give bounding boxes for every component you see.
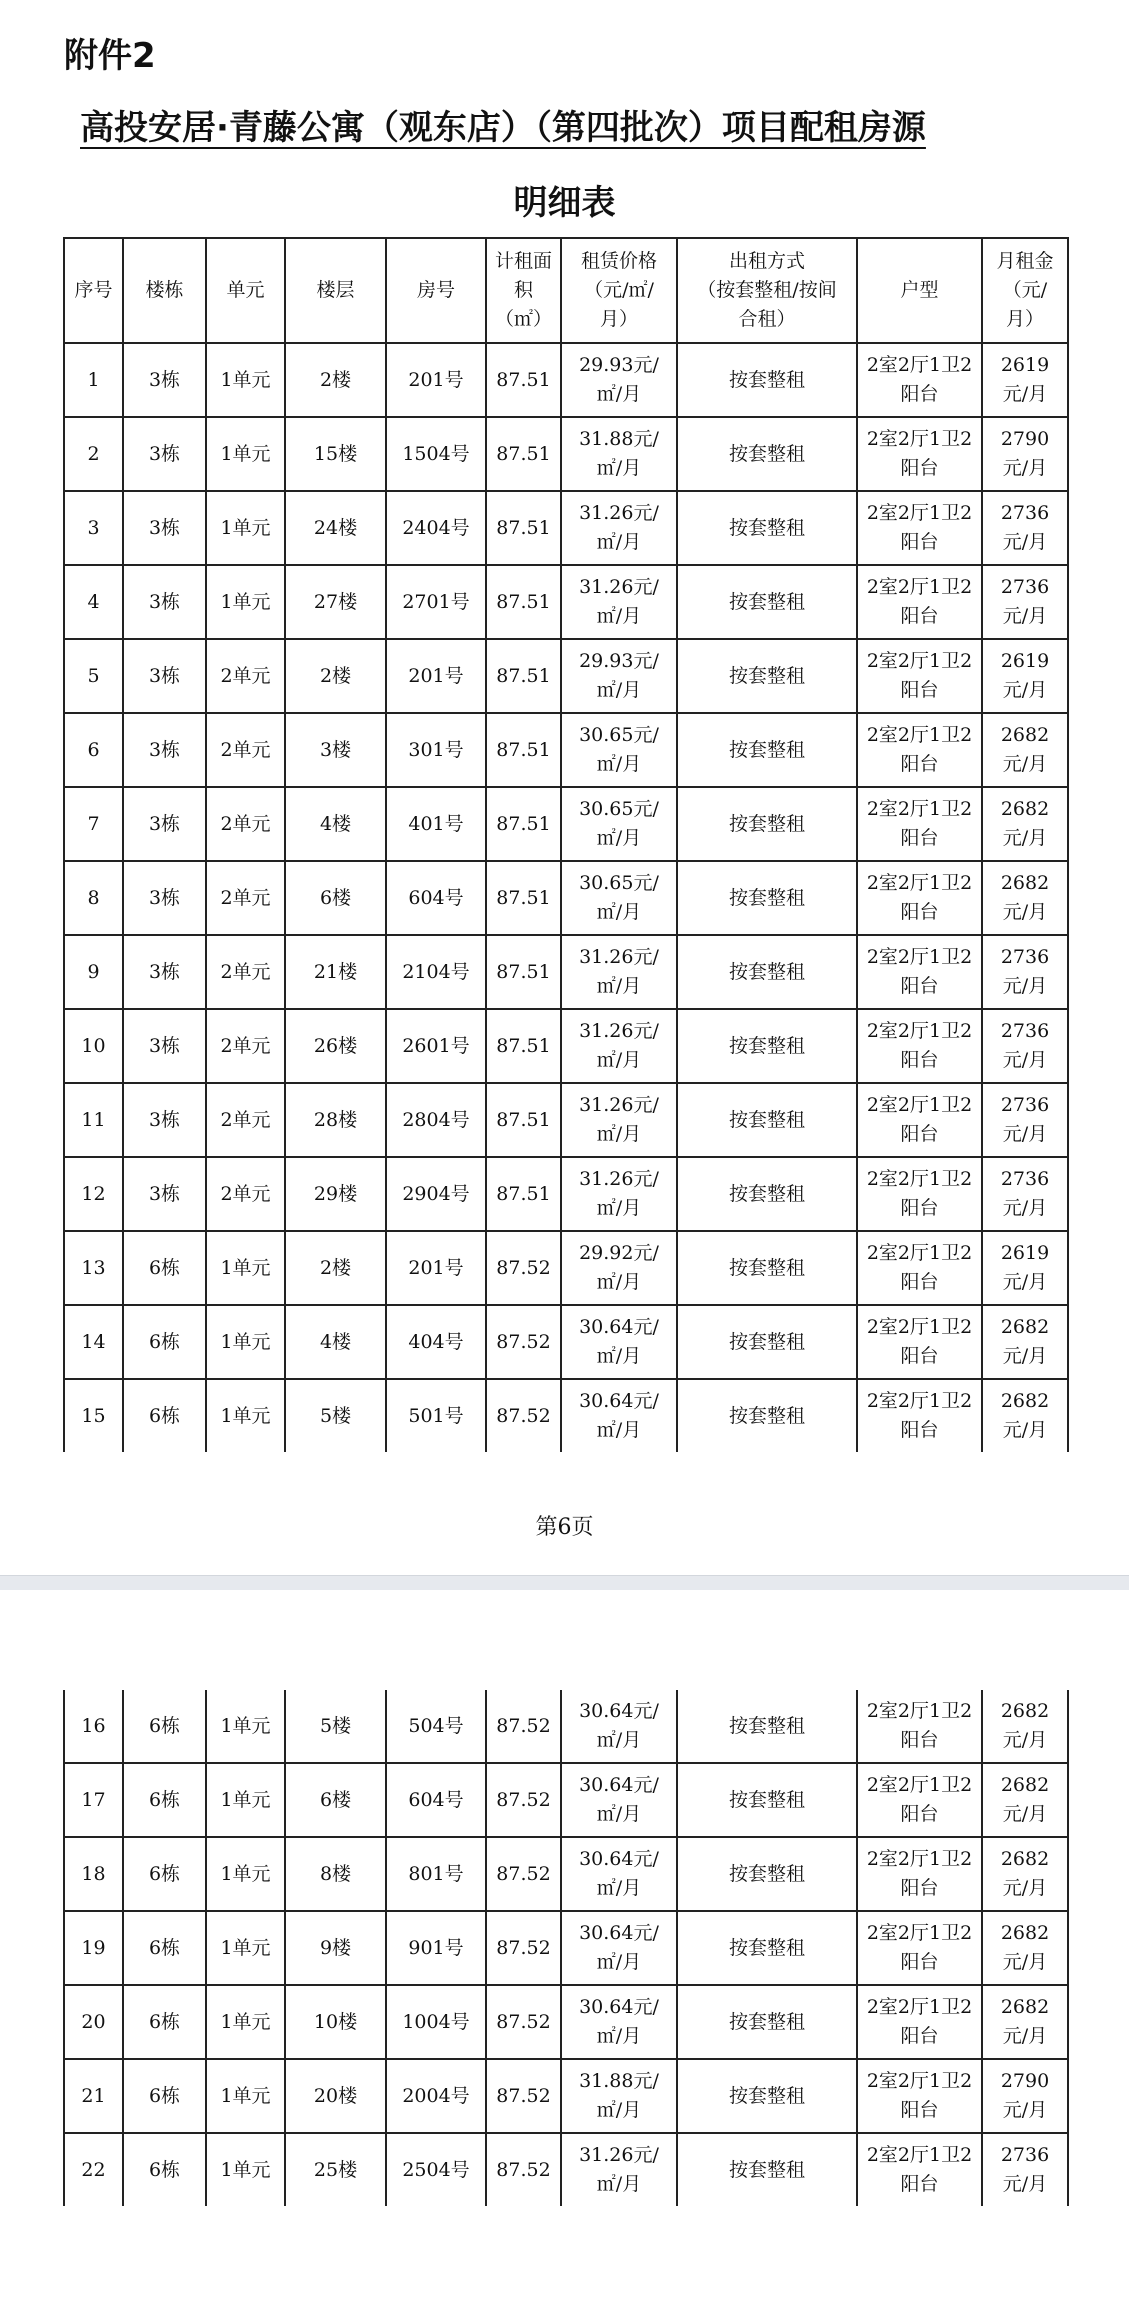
cell-no: 5 — [64, 639, 123, 713]
document-page-7 — [0, 1590, 1129, 2310]
cell-rent: 2736 元/月 — [982, 1083, 1068, 1157]
table-row — [64, 861, 1068, 935]
cell-rent: 2682 元/月 — [982, 713, 1068, 787]
cell-room: 2804号 — [386, 1083, 486, 1157]
cell-layout: 2室2厅1卫2 阳台 — [857, 639, 982, 713]
cell-floor: 25楼 — [285, 2133, 386, 2206]
listing-table-page1 — [63, 237, 1069, 1452]
cell-mode: 按套整租 — [677, 1690, 857, 1763]
cell-layout: 2室2厅1卫2 阳台 — [857, 343, 982, 417]
cell-no: 4 — [64, 565, 123, 639]
cell-rent: 2736 元/月 — [982, 491, 1068, 565]
cell-floor: 5楼 — [285, 1379, 386, 1452]
cell-price: 31.26元/ ㎡/月 — [561, 935, 677, 1009]
cell-no: 11 — [64, 1083, 123, 1157]
cell-room: 1004号 — [386, 1985, 486, 2059]
cell-building: 3栋 — [123, 935, 206, 1009]
cell-mode: 按套整租 — [677, 1985, 857, 2059]
cell-floor: 6楼 — [285, 861, 386, 935]
cell-no: 13 — [64, 1231, 123, 1305]
cell-no: 16 — [64, 1690, 123, 1763]
cell-room: 501号 — [386, 1379, 486, 1452]
document-title-line1 — [80, 100, 1080, 149]
cell-building: 3栋 — [123, 861, 206, 935]
cell-rent: 2736 元/月 — [982, 1009, 1068, 1083]
cell-unit: 1单元 — [206, 1379, 285, 1452]
cell-layout: 2室2厅1卫2 阳台 — [857, 2133, 982, 2206]
cell-no: 22 — [64, 2133, 123, 2206]
cell-room: 201号 — [386, 343, 486, 417]
cell-unit: 1单元 — [206, 565, 285, 639]
cell-price: 30.65元/ ㎡/月 — [561, 861, 677, 935]
cell-building: 6栋 — [123, 1231, 206, 1305]
cell-price: 30.64元/ ㎡/月 — [561, 1763, 677, 1837]
cell-area: 87.52 — [486, 2059, 561, 2133]
cell-unit: 2单元 — [206, 1009, 285, 1083]
cell-rent: 2682 元/月 — [982, 1837, 1068, 1911]
cell-room: 604号 — [386, 861, 486, 935]
cell-floor: 2楼 — [285, 343, 386, 417]
cell-price: 30.65元/ ㎡/月 — [561, 713, 677, 787]
cell-no: 1 — [64, 343, 123, 417]
cell-area: 87.51 — [486, 639, 561, 713]
cell-room: 404号 — [386, 1305, 486, 1379]
cell-floor: 5楼 — [285, 1690, 386, 1763]
cell-building: 3栋 — [123, 417, 206, 491]
cell-area: 87.52 — [486, 1763, 561, 1837]
cell-layout: 2室2厅1卫2 阳台 — [857, 565, 982, 639]
cell-price: 31.88元/ ㎡/月 — [561, 2059, 677, 2133]
cell-room: 504号 — [386, 1690, 486, 1763]
cell-price: 30.64元/ ㎡/月 — [561, 1305, 677, 1379]
cell-rent: 2682 元/月 — [982, 1690, 1068, 1763]
header-unit: 单元 — [206, 238, 285, 343]
cell-unit: 1单元 — [206, 417, 285, 491]
cell-rent: 2736 元/月 — [982, 565, 1068, 639]
table-row — [64, 1985, 1068, 2059]
cell-floor: 24楼 — [285, 491, 386, 565]
cell-rent: 2736 元/月 — [982, 2133, 1068, 2206]
cell-area: 87.51 — [486, 861, 561, 935]
cell-mode: 按套整租 — [677, 2059, 857, 2133]
cell-mode: 按套整租 — [677, 861, 857, 935]
cell-room: 2701号 — [386, 565, 486, 639]
cell-floor: 2楼 — [285, 1231, 386, 1305]
cell-building: 3栋 — [123, 1083, 206, 1157]
cell-mode: 按套整租 — [677, 1379, 857, 1452]
cell-rent: 2682 元/月 — [982, 1763, 1068, 1837]
cell-mode: 按套整租 — [677, 1157, 857, 1231]
cell-no: 12 — [64, 1157, 123, 1231]
cell-price: 31.26元/ ㎡/月 — [561, 1009, 677, 1083]
cell-no: 15 — [64, 1379, 123, 1452]
table-row — [64, 1763, 1068, 1837]
cell-floor: 4楼 — [285, 787, 386, 861]
table-row — [64, 1231, 1068, 1305]
header-layout: 户型 — [857, 238, 982, 343]
cell-layout: 2室2厅1卫2 阳台 — [857, 491, 982, 565]
cell-room: 201号 — [386, 1231, 486, 1305]
cell-building: 6栋 — [123, 1379, 206, 1452]
cell-unit: 2单元 — [206, 787, 285, 861]
cell-floor: 28楼 — [285, 1083, 386, 1157]
cell-area: 87.51 — [486, 417, 561, 491]
cell-building: 6栋 — [123, 1690, 206, 1763]
cell-no: 2 — [64, 417, 123, 491]
cell-area: 87.51 — [486, 1157, 561, 1231]
cell-layout: 2室2厅1卫2 阳台 — [857, 1690, 982, 1763]
cell-mode: 按套整租 — [677, 417, 857, 491]
cell-price: 29.92元/ ㎡/月 — [561, 1231, 677, 1305]
cell-floor: 20楼 — [285, 2059, 386, 2133]
cell-mode: 按套整租 — [677, 491, 857, 565]
table-row — [64, 1690, 1068, 1763]
cell-mode: 按套整租 — [677, 2133, 857, 2206]
document-title-text: 高投安居·青藤公寓（观东店）（第四批次）项目配租房源 — [80, 108, 926, 148]
cell-no: 3 — [64, 491, 123, 565]
cell-building: 6栋 — [123, 1985, 206, 2059]
cell-no: 18 — [64, 1837, 123, 1911]
cell-room: 301号 — [386, 713, 486, 787]
table-row — [64, 2133, 1068, 2206]
table-row — [64, 1379, 1068, 1452]
cell-area: 87.52 — [486, 1985, 561, 2059]
cell-unit: 1单元 — [206, 1690, 285, 1763]
cell-layout: 2室2厅1卫2 阳台 — [857, 713, 982, 787]
cell-mode: 按套整租 — [677, 639, 857, 713]
cell-mode: 按套整租 — [677, 1837, 857, 1911]
cell-floor: 6楼 — [285, 1763, 386, 1837]
cell-price: 31.26元/ ㎡/月 — [561, 1083, 677, 1157]
table-row — [64, 491, 1068, 565]
cell-price: 31.26元/ ㎡/月 — [561, 565, 677, 639]
cell-unit: 1单元 — [206, 1837, 285, 1911]
cell-price: 30.65元/ ㎡/月 — [561, 787, 677, 861]
cell-price: 31.88元/ ㎡/月 — [561, 417, 677, 491]
cell-building: 3栋 — [123, 1157, 206, 1231]
cell-unit: 1单元 — [206, 1911, 285, 1985]
cell-layout: 2室2厅1卫2 阳台 — [857, 861, 982, 935]
cell-layout: 2室2厅1卫2 阳台 — [857, 1911, 982, 1985]
cell-layout: 2室2厅1卫2 阳台 — [857, 787, 982, 861]
header-price: 租赁价格 （元/㎡/ 月） — [561, 238, 677, 343]
cell-building: 3栋 — [123, 565, 206, 639]
cell-area: 87.51 — [486, 1009, 561, 1083]
cell-unit: 1单元 — [206, 2059, 285, 2133]
attachment-label: 附件2 — [64, 36, 156, 76]
cell-unit: 2单元 — [206, 1157, 285, 1231]
cell-rent: 2682 元/月 — [982, 1911, 1068, 1985]
cell-mode: 按套整租 — [677, 565, 857, 639]
cell-rent: 2682 元/月 — [982, 1305, 1068, 1379]
header-floor: 楼层 — [285, 238, 386, 343]
cell-building: 6栋 — [123, 1763, 206, 1837]
cell-floor: 3楼 — [285, 713, 386, 787]
cell-building: 3栋 — [123, 713, 206, 787]
cell-floor: 10楼 — [285, 1985, 386, 2059]
cell-mode: 按套整租 — [677, 1083, 857, 1157]
cell-no: 9 — [64, 935, 123, 1009]
cell-area: 87.51 — [486, 565, 561, 639]
header-mode: 出租方式 （按套整租/按间 合租） — [677, 238, 857, 343]
cell-layout: 2室2厅1卫2 阳台 — [857, 1985, 982, 2059]
cell-floor: 29楼 — [285, 1157, 386, 1231]
cell-room: 1504号 — [386, 417, 486, 491]
cell-building: 6栋 — [123, 2133, 206, 2206]
cell-area: 87.51 — [486, 1083, 561, 1157]
cell-unit: 2单元 — [206, 1083, 285, 1157]
cell-floor: 8楼 — [285, 1837, 386, 1911]
cell-rent: 2619 元/月 — [982, 639, 1068, 713]
cell-price: 30.64元/ ㎡/月 — [561, 1379, 677, 1452]
table-row — [64, 1837, 1068, 1911]
cell-unit: 1单元 — [206, 1305, 285, 1379]
cell-unit: 1单元 — [206, 2133, 285, 2206]
table-row — [64, 343, 1068, 417]
cell-room: 2004号 — [386, 2059, 486, 2133]
table-row — [64, 1009, 1068, 1083]
cell-area: 87.51 — [486, 343, 561, 417]
cell-price: 30.64元/ ㎡/月 — [561, 1837, 677, 1911]
cell-layout: 2室2厅1卫2 阳台 — [857, 1837, 982, 1911]
header-room: 房号 — [386, 238, 486, 343]
cell-area: 87.51 — [486, 713, 561, 787]
cell-floor: 21楼 — [285, 935, 386, 1009]
cell-building: 3栋 — [123, 343, 206, 417]
cell-no: 6 — [64, 713, 123, 787]
cell-floor: 9楼 — [285, 1911, 386, 1985]
cell-rent: 2736 元/月 — [982, 935, 1068, 1009]
cell-room: 604号 — [386, 1763, 486, 1837]
cell-unit: 2单元 — [206, 639, 285, 713]
cell-no: 7 — [64, 787, 123, 861]
cell-floor: 4楼 — [285, 1305, 386, 1379]
cell-price: 31.26元/ ㎡/月 — [561, 2133, 677, 2206]
cell-area: 87.51 — [486, 935, 561, 1009]
cell-rent: 2619 元/月 — [982, 1231, 1068, 1305]
cell-price: 31.26元/ ㎡/月 — [561, 1157, 677, 1231]
cell-price: 31.26元/ ㎡/月 — [561, 491, 677, 565]
cell-layout: 2室2厅1卫2 阳台 — [857, 1157, 982, 1231]
cell-room: 2904号 — [386, 1157, 486, 1231]
cell-price: 30.64元/ ㎡/月 — [561, 1911, 677, 1985]
cell-unit: 1单元 — [206, 1985, 285, 2059]
cell-rent: 2619 元/月 — [982, 343, 1068, 417]
cell-unit: 1单元 — [206, 343, 285, 417]
cell-room: 901号 — [386, 1911, 486, 1985]
document-title-line2: 明细表 — [513, 183, 616, 223]
cell-mode: 按套整租 — [677, 1763, 857, 1837]
cell-room: 2104号 — [386, 935, 486, 1009]
header-no: 序号 — [64, 238, 123, 343]
cell-mode: 按套整租 — [677, 1305, 857, 1379]
cell-rent: 2682 元/月 — [982, 1379, 1068, 1452]
cell-mode: 按套整租 — [677, 713, 857, 787]
cell-no: 20 — [64, 1985, 123, 2059]
cell-rent: 2790 元/月 — [982, 417, 1068, 491]
cell-mode: 按套整租 — [677, 787, 857, 861]
header-building: 楼栋 — [123, 238, 206, 343]
header-area: 计租面 积 （㎡） — [486, 238, 561, 343]
cell-mode: 按套整租 — [677, 1911, 857, 1985]
table-row — [64, 639, 1068, 713]
cell-layout: 2室2厅1卫2 阳台 — [857, 1763, 982, 1837]
cell-mode: 按套整租 — [677, 343, 857, 417]
cell-unit: 2单元 — [206, 861, 285, 935]
cell-price: 29.93元/ ㎡/月 — [561, 639, 677, 713]
table-row — [64, 787, 1068, 861]
cell-area: 87.52 — [486, 1305, 561, 1379]
cell-mode: 按套整租 — [677, 1231, 857, 1305]
cell-floor: 15楼 — [285, 417, 386, 491]
cell-area: 87.51 — [486, 787, 561, 861]
cell-unit: 1单元 — [206, 1763, 285, 1837]
cell-building: 3栋 — [123, 491, 206, 565]
table-row — [64, 2059, 1068, 2133]
cell-room: 201号 — [386, 639, 486, 713]
cell-no: 17 — [64, 1763, 123, 1837]
cell-floor: 26楼 — [285, 1009, 386, 1083]
cell-no: 8 — [64, 861, 123, 935]
cell-room: 801号 — [386, 1837, 486, 1911]
table-row — [64, 417, 1068, 491]
cell-mode: 按套整租 — [677, 935, 857, 1009]
cell-building: 6栋 — [123, 1911, 206, 1985]
cell-unit: 1单元 — [206, 491, 285, 565]
header-rent: 月租金 （元/ 月） — [982, 238, 1068, 343]
cell-area: 87.51 — [486, 491, 561, 565]
cell-room: 2504号 — [386, 2133, 486, 2206]
table-row — [64, 1911, 1068, 1985]
cell-building: 3栋 — [123, 787, 206, 861]
table-row — [64, 1305, 1068, 1379]
cell-rent: 2682 元/月 — [982, 1985, 1068, 2059]
cell-rent: 2790 元/月 — [982, 2059, 1068, 2133]
cell-layout: 2室2厅1卫2 阳台 — [857, 935, 982, 1009]
cell-layout: 2室2厅1卫2 阳台 — [857, 1009, 982, 1083]
cell-no: 21 — [64, 2059, 123, 2133]
cell-building: 6栋 — [123, 2059, 206, 2133]
table-row — [64, 565, 1068, 639]
cell-room: 401号 — [386, 787, 486, 861]
cell-unit: 1单元 — [206, 1231, 285, 1305]
table-row — [64, 713, 1068, 787]
cell-layout: 2室2厅1卫2 阳台 — [857, 417, 982, 491]
cell-building: 3栋 — [123, 639, 206, 713]
cell-building: 3栋 — [123, 1009, 206, 1083]
cell-building: 6栋 — [123, 1837, 206, 1911]
table-row — [64, 1157, 1068, 1231]
cell-layout: 2室2厅1卫2 阳台 — [857, 2059, 982, 2133]
cell-unit: 2单元 — [206, 713, 285, 787]
cell-area: 87.52 — [486, 1379, 561, 1452]
page-separator — [0, 1575, 1129, 1590]
cell-floor: 27楼 — [285, 565, 386, 639]
cell-mode: 按套整租 — [677, 1009, 857, 1083]
cell-area: 87.52 — [486, 2133, 561, 2206]
cell-no: 14 — [64, 1305, 123, 1379]
cell-room: 2601号 — [386, 1009, 486, 1083]
cell-rent: 2736 元/月 — [982, 1157, 1068, 1231]
cell-price: 29.93元/ ㎡/月 — [561, 343, 677, 417]
cell-price: 30.64元/ ㎡/月 — [561, 1985, 677, 2059]
listing-table-page2 — [63, 1690, 1069, 2206]
cell-rent: 2682 元/月 — [982, 787, 1068, 861]
cell-area: 87.52 — [486, 1231, 561, 1305]
cell-building: 6栋 — [123, 1305, 206, 1379]
table-row — [64, 935, 1068, 1009]
cell-price: 30.64元/ ㎡/月 — [561, 1690, 677, 1763]
cell-unit: 2单元 — [206, 935, 285, 1009]
page-number: 第6页 — [535, 1515, 594, 1540]
cell-layout: 2室2厅1卫2 阳台 — [857, 1379, 982, 1452]
cell-area: 87.52 — [486, 1911, 561, 1985]
cell-rent: 2682 元/月 — [982, 861, 1068, 935]
cell-room: 2404号 — [386, 491, 486, 565]
cell-layout: 2室2厅1卫2 阳台 — [857, 1231, 982, 1305]
cell-no: 19 — [64, 1911, 123, 1985]
cell-area: 87.52 — [486, 1837, 561, 1911]
cell-layout: 2室2厅1卫2 阳台 — [857, 1083, 982, 1157]
cell-layout: 2室2厅1卫2 阳台 — [857, 1305, 982, 1379]
cell-area: 87.52 — [486, 1690, 561, 1763]
table-row — [64, 1083, 1068, 1157]
table-header-row — [64, 238, 1068, 343]
cell-no: 10 — [64, 1009, 123, 1083]
cell-floor: 2楼 — [285, 639, 386, 713]
